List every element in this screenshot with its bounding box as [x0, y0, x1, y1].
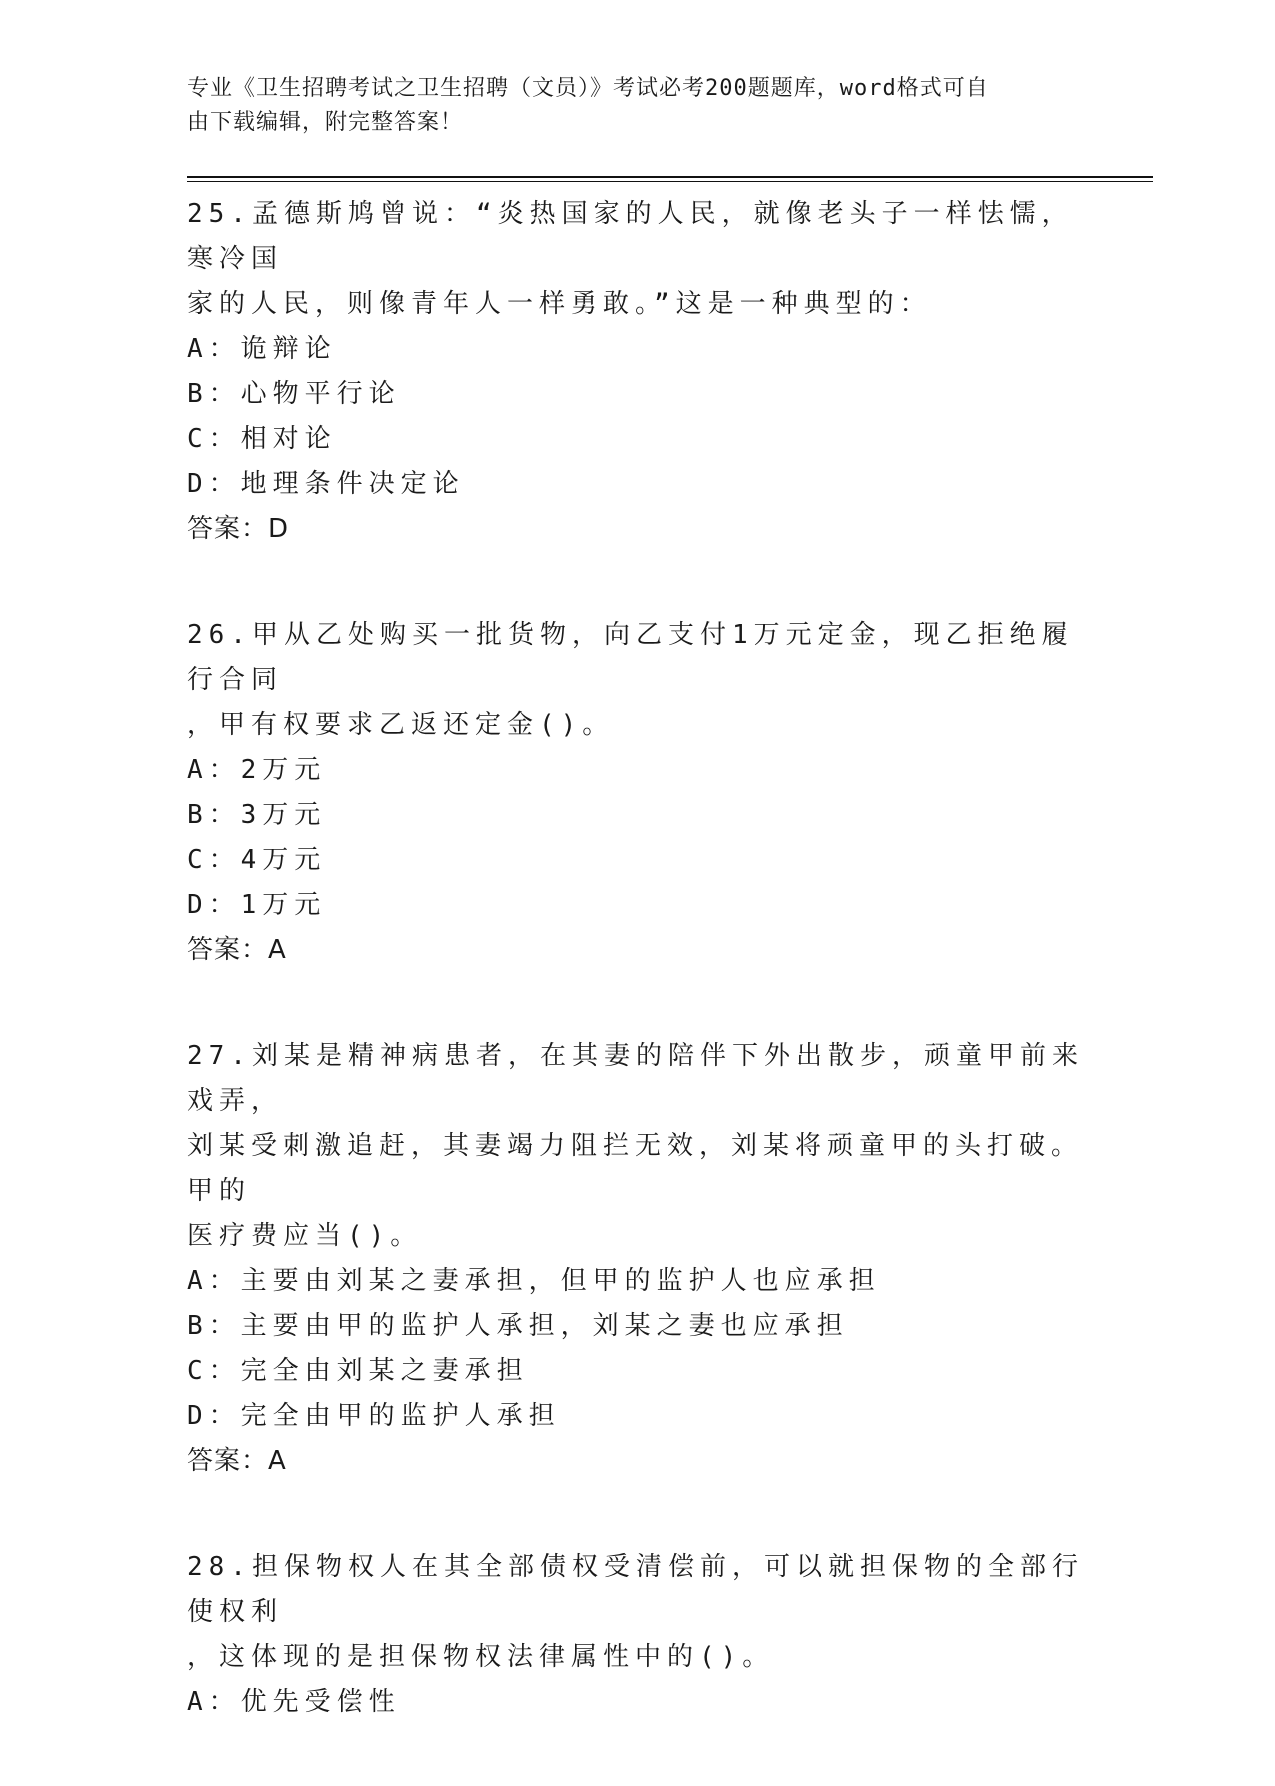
question-28 [187, 1545, 1087, 1725]
option-d: D：地理条件决定论 [187, 469, 465, 499]
stem-line: 刘某受刺激追赶，其妻竭力阻拦无效，刘某将顽童甲的头打破。甲的 [187, 1131, 1084, 1206]
stem-line: 25.孟德斯鸠曾说：“炎热国家的人民，就像老头子一样怯懦，寒冷国 [187, 199, 1074, 274]
answer-line: 答案：D [187, 514, 290, 544]
stem-line: 26.甲从乙处购买一批货物，向乙支付1万元定金，现乙拒绝履行合同 [187, 620, 1074, 695]
option-c: C：相对论 [187, 424, 337, 454]
option-a: A：主要由刘某之妻承担，但甲的监护人也应承担 [187, 1266, 881, 1296]
stem-line: 家的人民，则像青年人一样勇敢。”这是一种典型的： [187, 289, 932, 319]
answer-line: 答案：A [187, 935, 287, 965]
option-b: B：主要由甲的监护人承担，刘某之妻也应承担 [187, 1311, 849, 1341]
document-header [187, 72, 1067, 140]
question-stem [187, 613, 1087, 748]
stem-line: 医疗费应当()。 [187, 1221, 423, 1251]
option-c: C：4万元 [187, 845, 327, 875]
option-a: A：诡辩论 [187, 334, 337, 364]
answer-line: 答案：A [187, 1446, 287, 1476]
option-a: A：优先受偿性 [187, 1687, 401, 1717]
header-divider-thin [187, 181, 1153, 182]
option-d: D：1万元 [187, 890, 327, 920]
header-line-2: 由下载编辑，附完整答案！ [187, 110, 464, 135]
stem-line: ，这体现的是担保物权法律属性中的()。 [187, 1642, 775, 1672]
question-stem [187, 192, 1087, 327]
option-d: D：完全由甲的监护人承担 [187, 1401, 561, 1431]
question-25 [187, 192, 1087, 552]
header-divider-thick [187, 176, 1153, 178]
option-b: B：3万元 [187, 800, 327, 830]
option-c: C：完全由刘某之妻承担 [187, 1356, 529, 1386]
question-stem [187, 1545, 1087, 1680]
option-a: A：2万元 [187, 755, 327, 785]
question-26 [187, 613, 1087, 973]
question-list [187, 192, 1087, 1786]
question-27 [187, 1034, 1087, 1484]
stem-line: 28.担保物权人在其全部债权受清偿前，可以就担保物的全部行使权利 [187, 1552, 1084, 1627]
question-stem [187, 1034, 1087, 1259]
header-line-1: 专业《卫生招聘考试之卫生招聘（文员）》考试必考200题题库，word格式可自 [187, 76, 989, 101]
option-b: B：心物平行论 [187, 379, 401, 409]
stem-line: 27.刘某是精神病患者，在其妻的陪伴下外出散步，顽童甲前来戏弄， [187, 1041, 1084, 1116]
stem-line: ，甲有权要求乙返还定金()。 [187, 710, 615, 740]
